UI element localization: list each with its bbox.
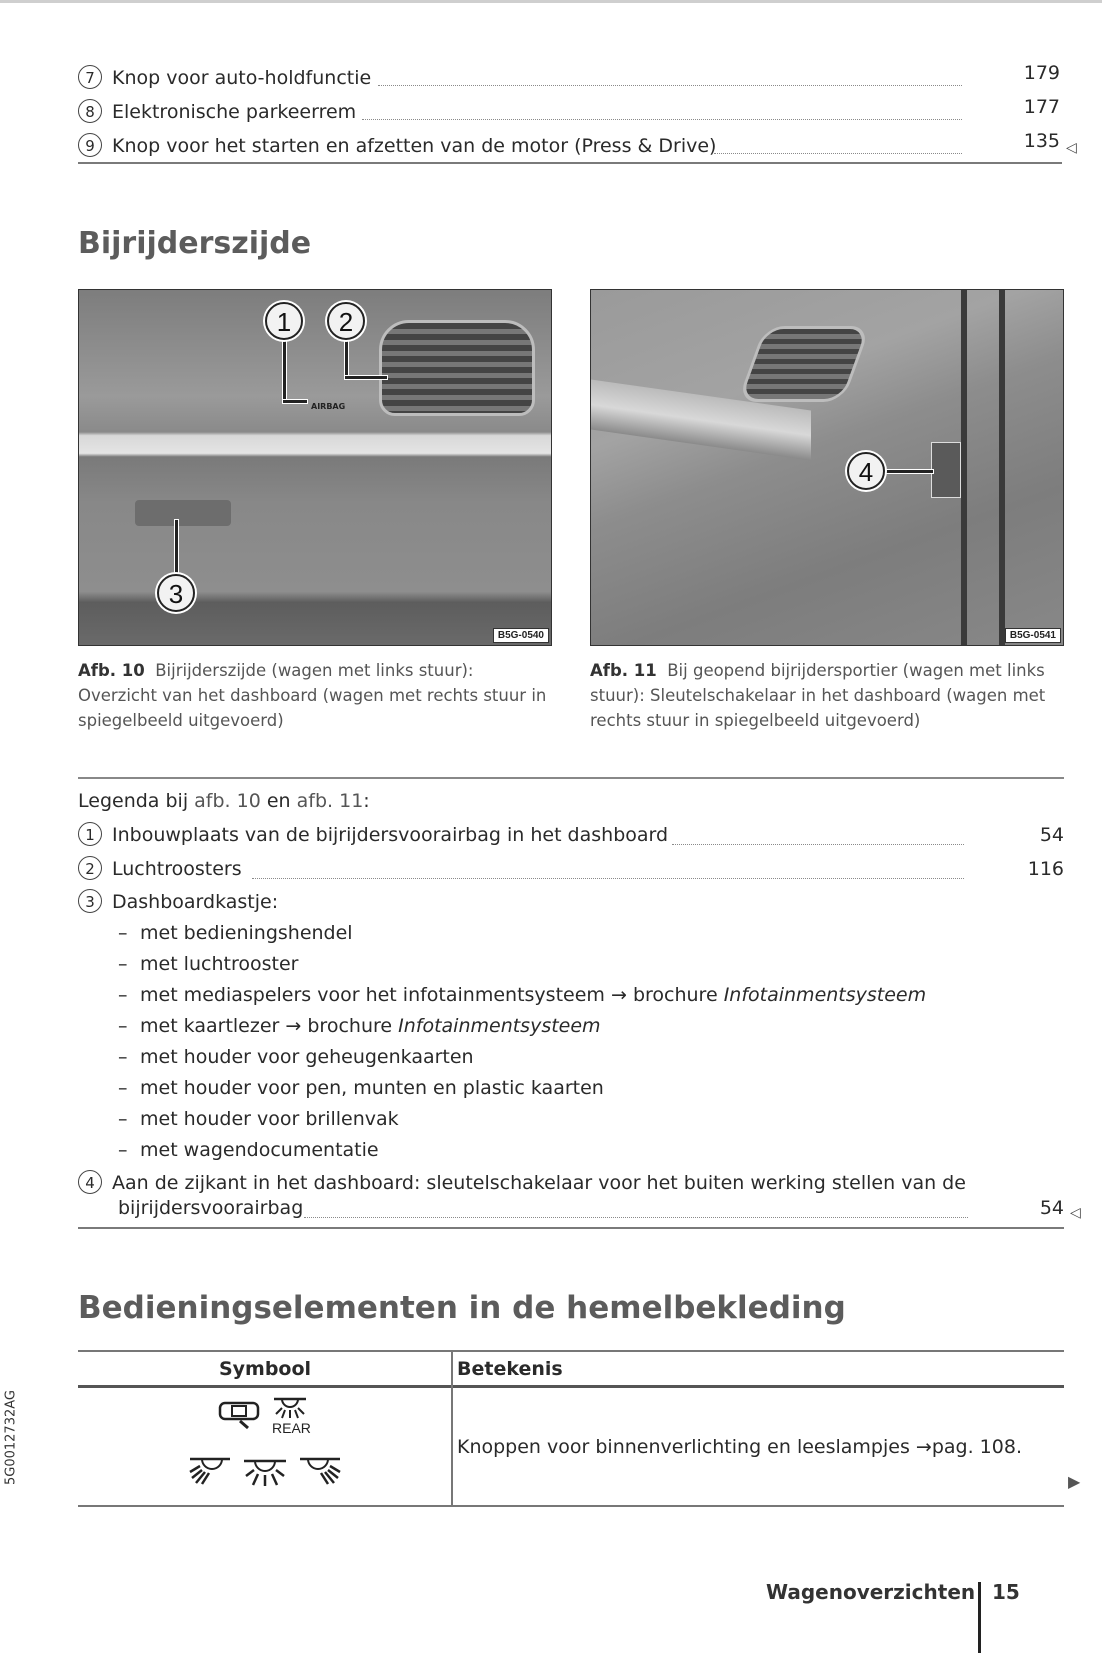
item-label-continued: bijrijdersvoorairbag (118, 1197, 304, 1219)
page-ref[interactable]: 116 (1027, 858, 1064, 880)
list-item (78, 96, 1078, 128)
sub-item-text: met luchtrooster (140, 953, 299, 975)
callout-leader (345, 376, 387, 379)
air-vent (737, 326, 871, 402)
arrow-icon: → (610, 984, 627, 1006)
callout-leader (881, 470, 933, 473)
legend-heading (78, 786, 370, 816)
legend-prefix: Legenda bij (78, 790, 189, 812)
interior-light-icon (242, 1458, 288, 1492)
table-header-meaning: Betekenis (457, 1358, 563, 1380)
page-ref[interactable]: 54 (1039, 1197, 1064, 1219)
caption-label: Afb. 11 (590, 661, 657, 680)
figure-code: B5G-0540 (493, 628, 549, 643)
ref-text: brochure (632, 984, 718, 1006)
page-ref-link[interactable]: pag. 108. (931, 1436, 1022, 1458)
legend-item (78, 886, 1078, 918)
air-vent (379, 320, 535, 416)
callout-4: 4 (847, 452, 885, 490)
page-ref[interactable]: 135 (1023, 130, 1060, 152)
leader-dots (378, 84, 962, 86)
table-cell-meaning (457, 1432, 1022, 1462)
number-badge: 3 (78, 889, 102, 913)
footer-divider (978, 1582, 981, 1653)
leader-dots (252, 877, 964, 879)
figure-11-caption (590, 658, 1064, 733)
sub-item-text: met houder voor geheugenkaarten (140, 1046, 474, 1068)
door-frame (961, 290, 1005, 646)
ref-text: brochure (307, 1015, 393, 1037)
airbag-label: AIRBAG (311, 402, 346, 411)
sub-item: – met luchtrooster (118, 953, 299, 975)
item-label: Luchtroosters (112, 858, 242, 880)
continue-arrow-icon: ▶ (1068, 1472, 1081, 1491)
table-top-rule (78, 1350, 1064, 1352)
number-badge: 9 (78, 133, 102, 157)
page-number: 15 (992, 1580, 1020, 1604)
divider (78, 777, 1064, 779)
brochure-ref[interactable]: Infotainmentsysteem (398, 1015, 601, 1037)
leader-dots (304, 1216, 968, 1218)
divider (78, 1227, 1064, 1229)
callout-leader (283, 400, 307, 403)
sub-item-text: met kaartlezer (140, 1015, 280, 1037)
interior-light-door-icon (218, 1400, 264, 1434)
caption-text: Bijrijderszijde (wagen met links stuur): Overzicht van het dashboard (wagen met rechts stuur in spiegelbeeld uitgevoerd) (78, 661, 547, 730)
item-label: Knop voor auto-holdfunctie (112, 67, 372, 89)
arrow-icon: → (915, 1436, 932, 1458)
legend-suffix: : (363, 790, 370, 812)
right-reading-light-icon (298, 1456, 344, 1490)
sub-item-text: met bedieningshendel (140, 922, 353, 944)
sub-item: – met mediaspelers voor het infotainmentsysteem → brochure Infotainmentsysteem (118, 984, 927, 1006)
divider (78, 162, 1062, 164)
end-marker-icon: ◁ (1070, 1205, 1081, 1221)
sub-item: – met houder voor geheugenkaarten (118, 1046, 474, 1068)
sub-item-text: met houder voor brillenvak (140, 1108, 399, 1130)
figure-10-caption (78, 658, 552, 733)
footer-section-title: Wagenoverzichten (766, 1580, 976, 1604)
table-header-rule (78, 1385, 1064, 1388)
figure-ref-link[interactable]: afb. 10 (194, 790, 261, 812)
sub-item-text: met houder voor pen, munten en plastic kaarten (140, 1077, 604, 1099)
document-code: 5G0012732AG (3, 1390, 19, 1485)
sub-item: – met bedieningshendel (118, 922, 353, 944)
figure-ref-link[interactable]: afb. 11 (296, 790, 364, 812)
number-badge: 7 (78, 65, 102, 89)
page-ref[interactable]: 54 (1039, 824, 1064, 846)
callout-2: 2 (327, 302, 365, 340)
table-bottom-rule (78, 1505, 1064, 1507)
sub-item: – met wagendocumentatie (118, 1139, 379, 1161)
section-title: Bedieningselementen in de hemelbekleding (78, 1290, 846, 1326)
legend-mid: en (266, 790, 291, 812)
sub-item-text: met wagendocumentatie (140, 1139, 379, 1161)
sub-item: – met houder voor brillenvak (118, 1108, 399, 1130)
caption-label: Afb. 10 (78, 661, 145, 680)
list-item (78, 62, 1078, 94)
left-reading-light-icon (186, 1456, 232, 1490)
page-ref[interactable]: 177 (1023, 96, 1060, 118)
caption-text: Bij geopend bijrijdersportier (wagen met links stuur): Sleutelschakelaar in het dashboard (wagen met rechts stuur in spiegelbeeld uitgevoerd) (590, 661, 1046, 730)
figure-code: B5G-0541 (1005, 628, 1061, 643)
item-label: Inbouwplaats van de bijrijdersvoorairbag in het dashboard (112, 824, 669, 846)
sub-item: – met houder voor pen, munten en plastic kaarten (118, 1077, 604, 1099)
item-label: Dashboardkastje: (112, 891, 279, 913)
number-badge: 4 (78, 1170, 102, 1194)
leader-dots (714, 152, 962, 154)
table-header-symbol: Symbool (218, 1358, 312, 1380)
figure-11-image (590, 289, 1064, 646)
callout-leader (175, 520, 178, 580)
leader-dots (672, 843, 964, 845)
sub-item: – met kaartlezer → brochure Infotainmentsysteem (118, 1015, 601, 1037)
glovebox-handle (135, 500, 231, 526)
list-item (78, 130, 1078, 162)
callout-3: 3 (157, 574, 195, 612)
top-border (0, 0, 1102, 3)
figure-10-image (78, 289, 552, 646)
leader-dots (362, 118, 962, 120)
rear-label: REAR (272, 1420, 311, 1436)
sub-item-text: met mediaspelers voor het infotainmentsysteem (140, 984, 605, 1006)
item-label: Elektronische parkeerrem (112, 101, 357, 123)
table-column-divider (451, 1351, 453, 1506)
page-ref[interactable]: 179 (1023, 62, 1060, 84)
end-marker-icon: ◁ (1066, 140, 1077, 156)
legend-item (78, 853, 1078, 885)
brochure-ref[interactable]: Infotainmentsysteem (723, 984, 927, 1006)
item-label: Aan de zijkant in het dashboard: sleutelschakelaar voor het buiten werking stellen van de (112, 1172, 966, 1194)
meaning-text: Knoppen voor binnenverlichting en leeslampjes (457, 1436, 910, 1458)
number-badge: 2 (78, 856, 102, 880)
arrow-icon: → (285, 1015, 302, 1037)
key-switch (931, 442, 961, 498)
number-badge: 1 (78, 822, 102, 846)
number-badge: 8 (78, 99, 102, 123)
item-label: Knop voor het starten en afzetten van de motor (Press & Drive) (112, 135, 717, 157)
legend-item (78, 819, 1078, 851)
callout-1: 1 (265, 302, 303, 340)
section-title: Bijrijderszijde (78, 226, 312, 261)
